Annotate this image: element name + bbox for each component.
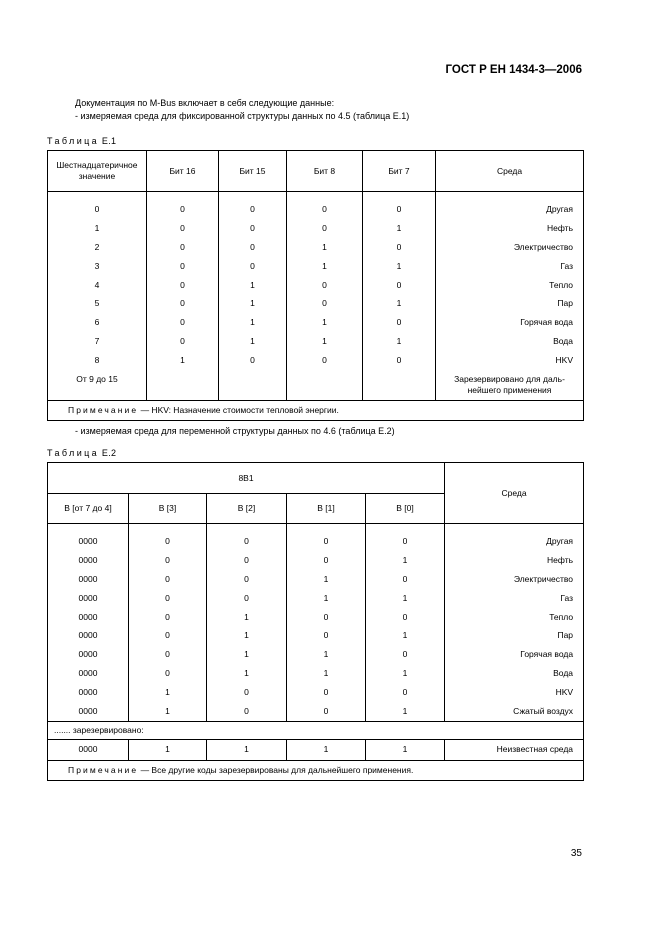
table2-cell: 0 — [287, 626, 366, 645]
table1-cell: 1 — [287, 332, 363, 351]
table1-cell: 1 — [287, 313, 363, 332]
table2-cell: 0 — [287, 702, 366, 721]
table2-cell: 0 — [207, 570, 287, 589]
table1-note-label: Примечание — [68, 404, 139, 415]
table1-cell: 8 — [48, 351, 147, 370]
page-number: 35 — [570, 848, 582, 859]
table2-subheader-b3: B [3] — [129, 494, 207, 524]
table2-cell: 1 — [287, 570, 366, 589]
table2-cell: 0 — [366, 683, 445, 702]
table2-cell: 1 — [287, 589, 366, 608]
table2-cell: 1 — [207, 664, 287, 683]
table2-caption — [47, 448, 116, 458]
table1-cell: 1 — [48, 219, 147, 238]
table1-cell: 1 — [219, 276, 287, 295]
table-e1 — [47, 150, 584, 421]
table1-row — [48, 276, 584, 295]
table2-note-row — [48, 760, 584, 780]
table1-cell: 2 — [48, 238, 147, 257]
table2-row — [48, 664, 584, 683]
table2-row — [48, 626, 584, 645]
table1-row — [48, 219, 584, 238]
table2-cell: 0 — [207, 530, 287, 551]
table1-cell: Горячая вода — [436, 313, 584, 332]
table2-last-cell: 1 — [207, 739, 287, 760]
table1-cell: 1 — [363, 257, 436, 276]
table1-cell — [287, 370, 363, 400]
table2-cell: Газ — [445, 589, 584, 608]
table1-cell: 0 — [147, 219, 219, 238]
table2-last-row — [48, 739, 584, 760]
table2-reserved: ....... зарезервировано: — [48, 721, 584, 739]
table1-cell: 0 — [363, 238, 436, 257]
table2-cell: 1 — [207, 608, 287, 627]
table2-cell: 0 — [287, 530, 366, 551]
table1-cell: Тепло — [436, 276, 584, 295]
table2-cell: 1 — [129, 702, 207, 721]
table2-cell: 0 — [207, 683, 287, 702]
table2-subheader-b7-4: B [от 7 до 4] — [48, 494, 129, 524]
table1-caption-word: Таблица — [47, 136, 100, 146]
table1-header-hex: Шестнадцатеричное значение — [48, 151, 147, 192]
table2-cell: 0 — [129, 530, 207, 551]
table1-cell: 0 — [363, 276, 436, 295]
table1-cell: Другая — [436, 198, 584, 219]
table2-row — [48, 551, 584, 570]
table1-cell: 1 — [287, 257, 363, 276]
table1-cell: 0 — [287, 219, 363, 238]
table1-cell: 0 — [363, 313, 436, 332]
table2-row — [48, 589, 584, 608]
table2-subheader-b2: B [2] — [207, 494, 287, 524]
table1-cell: 1 — [363, 219, 436, 238]
table1-cell: Газ — [436, 257, 584, 276]
table1-cell: Вода — [436, 332, 584, 351]
table1-note-text: — HKV: Назначение стоимости тепловой энергии. — [138, 404, 339, 415]
table1-cell: 0 — [219, 219, 287, 238]
table2-cell: 0000 — [48, 551, 129, 570]
table2-last-cell: Неизвестная среда — [445, 739, 584, 760]
table2-cell: Электричество — [445, 570, 584, 589]
table2-cell: 0 — [366, 530, 445, 551]
table1-cell: 7 — [48, 332, 147, 351]
table1-header-bit15: Бит 15 — [219, 151, 287, 192]
table2-cell: 0 — [207, 589, 287, 608]
table2-row — [48, 702, 584, 721]
table2-cell: 1 — [366, 702, 445, 721]
table2-last-cell: 1 — [287, 739, 366, 760]
table1-cell — [219, 370, 287, 400]
table1-header-medium: Среда — [436, 151, 584, 192]
table1-cell: 0 — [219, 198, 287, 219]
table2-group-header: 8В1 — [48, 463, 445, 494]
table1-cell: Пар — [436, 294, 584, 313]
table1-row — [48, 351, 584, 370]
table1-cell — [147, 370, 219, 400]
intro-line-1: Документация по M-Bus включает в себя следующие данные: — [75, 98, 335, 108]
table1-cell: 5 — [48, 294, 147, 313]
table1-cell: 0 — [363, 198, 436, 219]
table2-cell: 1 — [366, 589, 445, 608]
table1-cell: 1 — [363, 332, 436, 351]
table2-cell: 0 — [287, 683, 366, 702]
table2-row — [48, 645, 584, 664]
table2-subheader-b1: B [1] — [287, 494, 366, 524]
table2-note-text: — Все другие коды зарезервированы для дальнейшего применения. — [138, 764, 414, 775]
table1-cell: 1 — [147, 351, 219, 370]
table2-cell: 0 — [129, 626, 207, 645]
table2-row — [48, 570, 584, 589]
table1-caption — [47, 136, 116, 146]
table2-cell: 0 — [129, 608, 207, 627]
table1-cell: 0 — [147, 257, 219, 276]
table2-subheader-b0: B [0] — [366, 494, 445, 524]
table1-note-row — [48, 400, 584, 420]
table1-header-bit16: Бит 16 — [147, 151, 219, 192]
table2-cell: 0 — [207, 551, 287, 570]
table2-cell: 0000 — [48, 702, 129, 721]
table2-note — [48, 760, 584, 780]
table2-cell: Пар — [445, 626, 584, 645]
table2-cell: 0000 — [48, 645, 129, 664]
table2-cell: 0 — [287, 608, 366, 627]
table1-cell: 0 — [287, 294, 363, 313]
table2-cell: HKV — [445, 683, 584, 702]
table2-cell: 0000 — [48, 530, 129, 551]
table2-last-cell: 1 — [366, 739, 445, 760]
table2-row — [48, 683, 584, 702]
table1-cell: 0 — [219, 238, 287, 257]
table1-cell: 0 — [287, 351, 363, 370]
table1-caption-number: E.1 — [101, 136, 117, 146]
table2-cell: 0000 — [48, 608, 129, 627]
table2-cell: Нефть — [445, 551, 584, 570]
table2-cell: 1 — [207, 645, 287, 664]
table1-cell: 3 — [48, 257, 147, 276]
table1-cell: 4 — [48, 276, 147, 295]
table1-header-bit7: Бит 7 — [363, 151, 436, 192]
table1-cell: Зарезервировано для даль-нейшего применения — [436, 370, 584, 400]
table2-cell: 0 — [129, 570, 207, 589]
table2-caption-word: Таблица — [47, 448, 100, 458]
table1-row — [48, 257, 584, 276]
table1-row — [48, 313, 584, 332]
table2-cell: Горячая вода — [445, 645, 584, 664]
table2-cell: Вода — [445, 664, 584, 683]
table2-row — [48, 608, 584, 627]
table2-group-header-row — [48, 463, 584, 494]
table1-row — [48, 198, 584, 219]
table1-row — [48, 332, 584, 351]
table2-last-cell: 1 — [129, 739, 207, 760]
table1-cell: 1 — [219, 313, 287, 332]
table2-cell: 0 — [287, 551, 366, 570]
table2-cell: 0000 — [48, 683, 129, 702]
table2-cell: 0 — [129, 645, 207, 664]
table2-cell: 1 — [287, 664, 366, 683]
table1-row — [48, 370, 584, 400]
table1-cell: 0 — [363, 351, 436, 370]
table2-cell: 0 — [129, 551, 207, 570]
table1-cell: 0 — [147, 238, 219, 257]
table2-cell: 1 — [207, 626, 287, 645]
table1-cell: HKV — [436, 351, 584, 370]
table2-cell: 0 — [366, 608, 445, 627]
table2-caption-number: E.2 — [101, 448, 117, 458]
table2-note-label: Примечание — [68, 764, 139, 775]
table1-cell: Электричество — [436, 238, 584, 257]
table1-cell: 1 — [219, 294, 287, 313]
table1-cell: От 9 до 15 — [48, 370, 147, 400]
table1-note — [48, 400, 584, 420]
table2-cell: 0000 — [48, 626, 129, 645]
table1-cell: 0 — [147, 313, 219, 332]
table1-row — [48, 238, 584, 257]
table2-cell: 0 — [207, 702, 287, 721]
table2-cell: 0 — [366, 570, 445, 589]
table1-cell: 1 — [287, 238, 363, 257]
table1-cell: 0 — [287, 276, 363, 295]
table1-cell: 0 — [147, 332, 219, 351]
table1-cell: 0 — [147, 276, 219, 295]
table2-cell: 0000 — [48, 589, 129, 608]
table2-cell: 0000 — [48, 570, 129, 589]
table2-reserved-row — [48, 721, 584, 739]
table2-cell: 0 — [129, 589, 207, 608]
table2-row — [48, 530, 584, 551]
table1-cell — [363, 370, 436, 400]
table1-cell: 6 — [48, 313, 147, 332]
table2-cell: 0 — [366, 645, 445, 664]
table-e2 — [47, 462, 584, 781]
table2-cell: 1 — [366, 626, 445, 645]
table2-last-cell: 0000 — [48, 739, 129, 760]
table1-cell: 0 — [219, 257, 287, 276]
table2-cell: 1 — [366, 551, 445, 570]
table1-cell: 1 — [219, 332, 287, 351]
table2-cell: Тепло — [445, 608, 584, 627]
table2-cell: Другая — [445, 530, 584, 551]
table1-cell: 0 — [147, 294, 219, 313]
table1-cell: Нефть — [436, 219, 584, 238]
table1-cell: 0 — [287, 198, 363, 219]
table2-cell: Сжатый воздух — [445, 702, 584, 721]
table2-cell: 1 — [287, 645, 366, 664]
table1-row — [48, 294, 584, 313]
table1-cell: 0 — [147, 198, 219, 219]
table2-header-medium: Среда — [445, 463, 584, 524]
table2-cell: 0000 — [48, 664, 129, 683]
middle-line: - измеряемая среда для переменной структуры данных по 4.6 (таблица E.2) — [75, 426, 395, 436]
intro-line-2: - измеряемая среда для фиксированной структуры данных по 4.5 (таблица E.1) — [75, 111, 410, 121]
table2-cell: 1 — [129, 683, 207, 702]
table1-cell: 0 — [219, 351, 287, 370]
document-header: ГОСТ Р ЕН 1434-3—2006 — [445, 64, 582, 76]
table2-cell: 1 — [366, 664, 445, 683]
table1-header-row — [48, 151, 584, 192]
table1-cell: 0 — [48, 198, 147, 219]
table1-header-bit8: Бит 8 — [287, 151, 363, 192]
table1-cell: 1 — [363, 294, 436, 313]
table2-cell: 0 — [129, 664, 207, 683]
